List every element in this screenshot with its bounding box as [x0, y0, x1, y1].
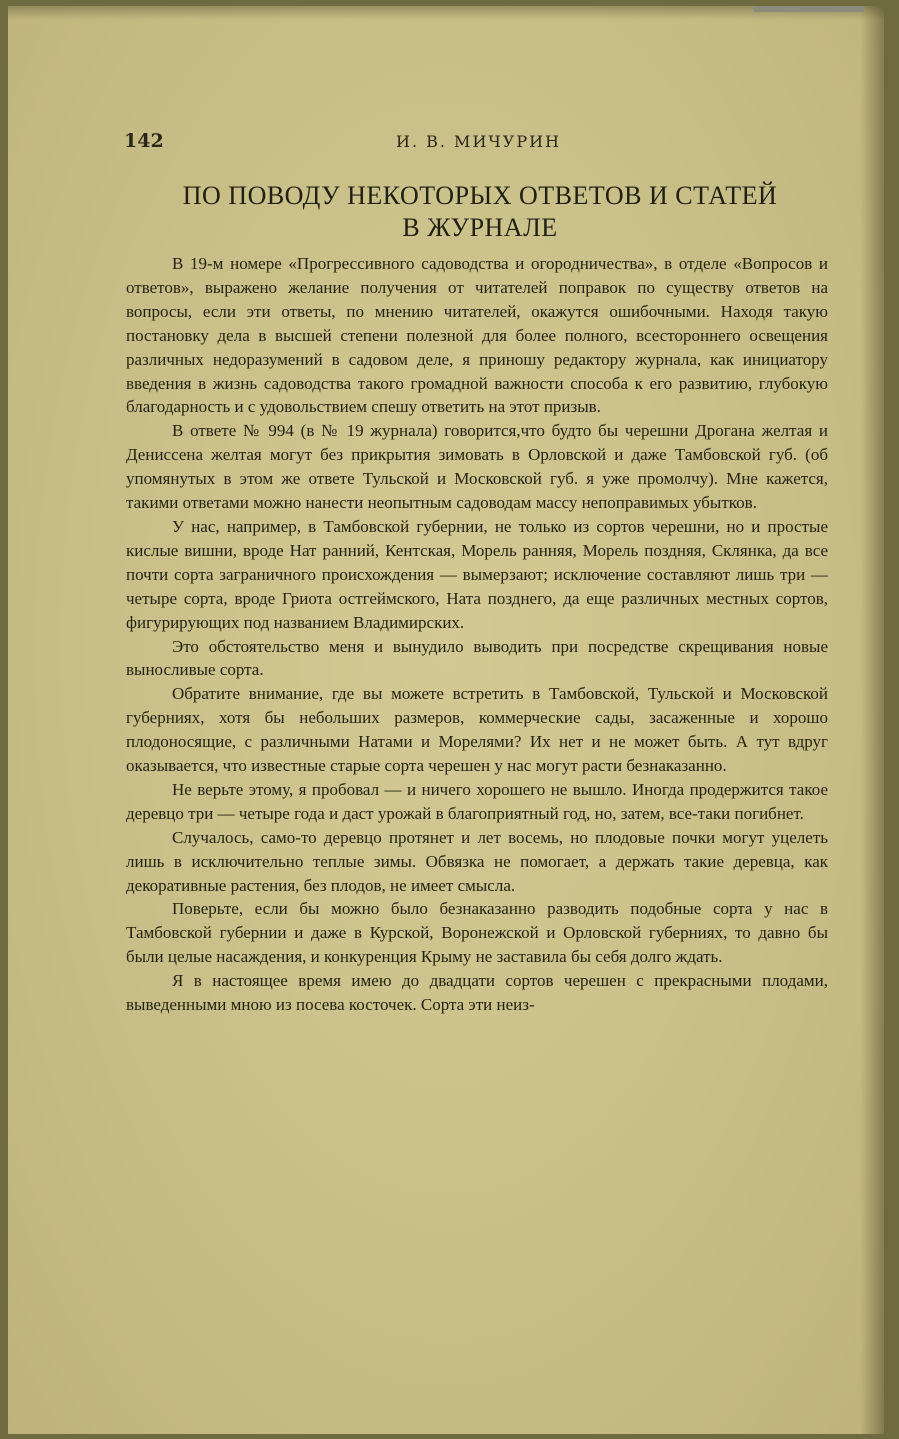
running-head — [124, 130, 824, 156]
article-title — [120, 180, 840, 244]
running-head-author: И. В. МИЧУРИН — [396, 132, 561, 151]
page-shadow-top — [8, 6, 884, 20]
paragraph: Обратите внимание, где вы можете встретить в Тамбовской, Тульской и Московской губерниях, хотя бы небольших размеров, коммерческие сады, засаженные и хорошо плодоносящие, с различными Натами и Морелями? Их нет и не может быть. А тут вдруг оказывается, что известные старые сорта черешен у нас могут расти безнаказанно. — [126, 684, 828, 776]
paragraph: В 19-м номере «Прогрессивного садоводства и огородничества», в отделе «Вопросов и ответов», выражено желание получения от читателей поправок по существу ответов на вопросы, если эти ответы, по мнению читателей, окажутся ошибочными. Находя такую постановку дела в высшей степени полезной для более полного, всестороннего освещения различных недоразумений в садовом деле, я приношу редактору журнала, как инициатору введения в жизнь садоводства такого громадной важности способа к его развитию, глубокую благодарность и с удовольствием спешу ответить на этот призыв. — [126, 254, 828, 417]
page-number: 142 — [124, 130, 164, 152]
paragraph: Случалось, само-то деревцо протянет и лет восемь, но плодовые почки могут уцелеть лишь в исключительно теплые зимы. Обвязка не помогает, а держать такие деревца, как декоративные растения, без плодов, не имеет смысла. — [126, 827, 828, 895]
paragraph: В ответе № 994 (в № 19 журнала) говорится,что будто бы черешни Дрогана желтая и Дениссена желтая могут без прикрытия зимовать в Орловской и даже Тамбовской губ. (об упомянутых в этом же ответе Тульской и Московской губ. я уже промолчу). Мне кажется, такими ответами можно нанести неопытным садоводам массу непоправимых убытков. — [126, 421, 828, 513]
page-shadow-right — [860, 6, 884, 1434]
paragraph: Это обстоятельство меня и вынудило выводить при посредстве скрещивания новые выносливые сорта. — [126, 636, 828, 680]
article-body — [126, 252, 828, 1017]
article-title-line-2: В ЖУРНАЛЕ — [402, 213, 558, 242]
article-title-line-1: ПО ПОВОДУ НЕКОТОРЫХ ОТВЕТОВ И СТАТЕЙ — [182, 181, 778, 210]
paragraph: Не верьте этому, я пробовал — и ничего хорошего не вышло. Иногда продержится такое деревцо три — четыре года и даст урожай в благоприятный год, но, затем, все-таки погибнет. — [126, 779, 828, 823]
scan-edge-mark — [754, 6, 864, 12]
paragraph: У нас, например, в Тамбовской губернии, не только из сортов черешни, но и простые кислые вишни, вроде Нат ранний, Кентская, Морель ранняя, Морель поздняя, Склянка, да все почти сорта заграничного происхождения — вымерзают; исключение составляют лишь три — четыре сорта, вроде Гриота остгеймского, Ната позднего, да еще различных местных сортов, фигурирующих под названием Владимирских. — [126, 516, 828, 632]
paragraph: Поверьте, если бы можно было безнаказанно разводить подобные сорта у нас в Тамбовской губернии и даже в Курской, Воронежской и Орловской губерниях, то давно бы были целые насаждения, и конкуренция Крыму не заставила бы себя долго ждать. — [126, 899, 828, 967]
paragraph: Я в настоящее время имею до двадцати сортов черешен с прекрасными плодами, выведенными мною из посева косточек. Сорта эти неиз- — [126, 971, 828, 1015]
